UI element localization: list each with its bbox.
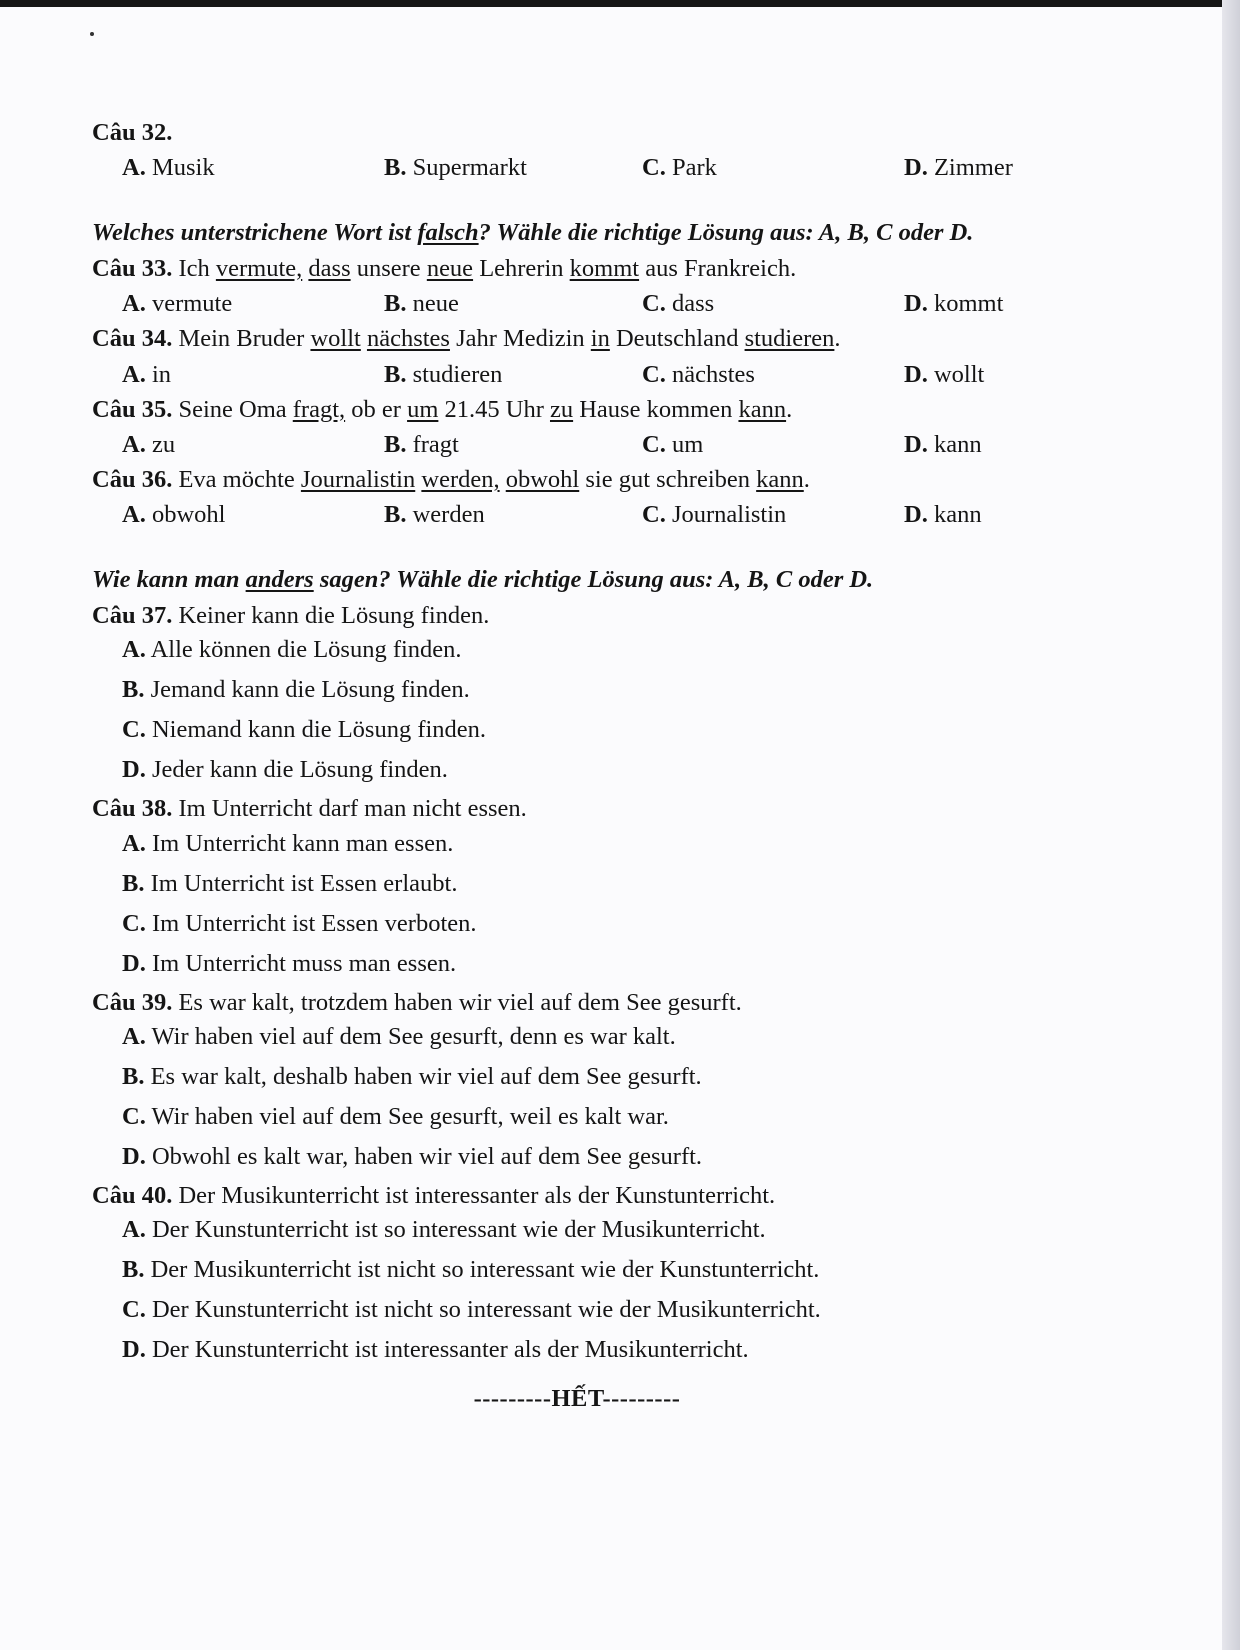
option-b[interactable]: B. Es war kalt, deshalb haben wir viel auf dem See gesurft. (122, 1062, 702, 1090)
option-c[interactable]: C. nächstes (642, 360, 755, 388)
scan-speck (90, 32, 94, 36)
option-b[interactable]: B. Supermarkt (384, 154, 527, 182)
option-a[interactable]: A. Wir haben viel auf dem See gesurft, denn es war kalt. (122, 1022, 676, 1050)
question-33-options (92, 283, 1092, 324)
option-b[interactable]: B. neue (384, 290, 459, 318)
option-c[interactable]: C. Im Unterricht ist Essen verboten. (122, 909, 477, 937)
option-d[interactable]: D. wollt (904, 360, 985, 388)
question-35: Câu 35. Seine Oma fragt, ob er um 21.45 Uhr zu Hause kommen kann. (92, 395, 793, 423)
option-c[interactable]: C. Der Kunstunterricht ist nicht so interessant wie der Musikunterricht. (122, 1296, 821, 1324)
option-b[interactable]: B. Jemand kann die Lösung finden. (122, 676, 470, 704)
question-35-options (92, 424, 1092, 465)
question-37: Câu 37. Keiner kann die Lösung finden. (92, 601, 490, 629)
question-36: Câu 36. Eva möchte Journalistin werden, obwohl sie gut schreiben kann. (92, 465, 810, 493)
section-instruction-anders: Wie kann man anders sagen? Wähle die richtige Lösung aus: A, B, C oder D. (92, 566, 874, 594)
question-32 (92, 118, 1092, 147)
option-c[interactable]: C. Niemand kann die Lösung finden. (122, 716, 487, 744)
scan-top-edge (0, 0, 1240, 7)
option-d[interactable]: D. kann (904, 430, 982, 458)
option-a[interactable]: A. zu (122, 430, 176, 458)
section-instruction-falsch: Welches unterstrichene Wort ist falsch? Wähle die richtige Lösung aus: A, B, C oder D. (92, 219, 974, 247)
option-d[interactable]: D. kann (904, 501, 982, 529)
option-d[interactable]: D. Obwohl es kalt war, haben wir viel auf dem See gesurft. (122, 1142, 703, 1170)
question-38: Câu 38. Im Unterricht darf man nicht essen. (92, 795, 527, 823)
option-b[interactable]: B. studieren (384, 360, 503, 388)
option-a[interactable]: A. Der Kunstunterricht ist so interessant wie der Musikunterricht. (122, 1216, 766, 1244)
option-d[interactable]: D. Im Unterricht muss man essen. (122, 949, 457, 977)
option-b[interactable]: B. Der Musikunterricht ist nicht so interessant wie der Kunstunterricht. (122, 1256, 820, 1284)
option-a[interactable]: A. Musik (122, 154, 215, 182)
option-a[interactable]: A. obwohl (122, 501, 226, 529)
end-marker: ---------HẾT--------- (473, 1385, 681, 1413)
option-d[interactable]: D. Zimmer (904, 154, 1013, 182)
option-a[interactable]: A. in (122, 360, 172, 388)
option-a[interactable]: A. Im Unterricht kann man essen. (122, 829, 454, 857)
question-34-options (92, 354, 1092, 395)
question-33: Câu 33. Ich vermute, dass unsere neue Lehrerin kommt aus Frankreich. (92, 254, 797, 282)
question-36-options (92, 494, 1092, 535)
option-c[interactable]: C. um (642, 430, 704, 458)
question-34: Câu 34. Mein Bruder wollt nächstes Jahr Medizin in Deutschland studieren. (92, 325, 841, 353)
option-c[interactable]: C. Journalistin (642, 501, 787, 529)
option-c[interactable]: C. Park (642, 154, 717, 182)
question-number: Câu 32. (92, 119, 173, 146)
question-39: Câu 39. Es war kalt, trotzdem haben wir viel auf dem See gesurft. (92, 988, 742, 1016)
option-a[interactable]: A. Alle können die Lösung finden. (122, 636, 462, 664)
question-40: Câu 40. Der Musikunterricht ist interessanter als der Kunstunterricht. (92, 1181, 776, 1209)
option-d[interactable]: D. kommt (904, 290, 1004, 318)
option-b[interactable]: B. Im Unterricht ist Essen erlaubt. (122, 869, 458, 897)
option-b[interactable]: B. fragt (384, 430, 459, 458)
exam-page (92, 118, 1092, 1414)
option-d[interactable]: D. Jeder kann die Lösung finden. (122, 756, 448, 784)
option-a[interactable]: A. vermute (122, 290, 233, 318)
question-32-options (92, 147, 1092, 188)
option-c[interactable]: C. dass (642, 290, 715, 318)
option-d[interactable]: D. Der Kunstunterricht ist interessanter als der Musikunterricht. (122, 1336, 749, 1364)
option-c[interactable]: C. Wir haben viel auf dem See gesurft, weil es kalt war. (122, 1102, 669, 1130)
option-b[interactable]: B. werden (384, 501, 485, 529)
scan-right-edge (1222, 0, 1240, 1650)
